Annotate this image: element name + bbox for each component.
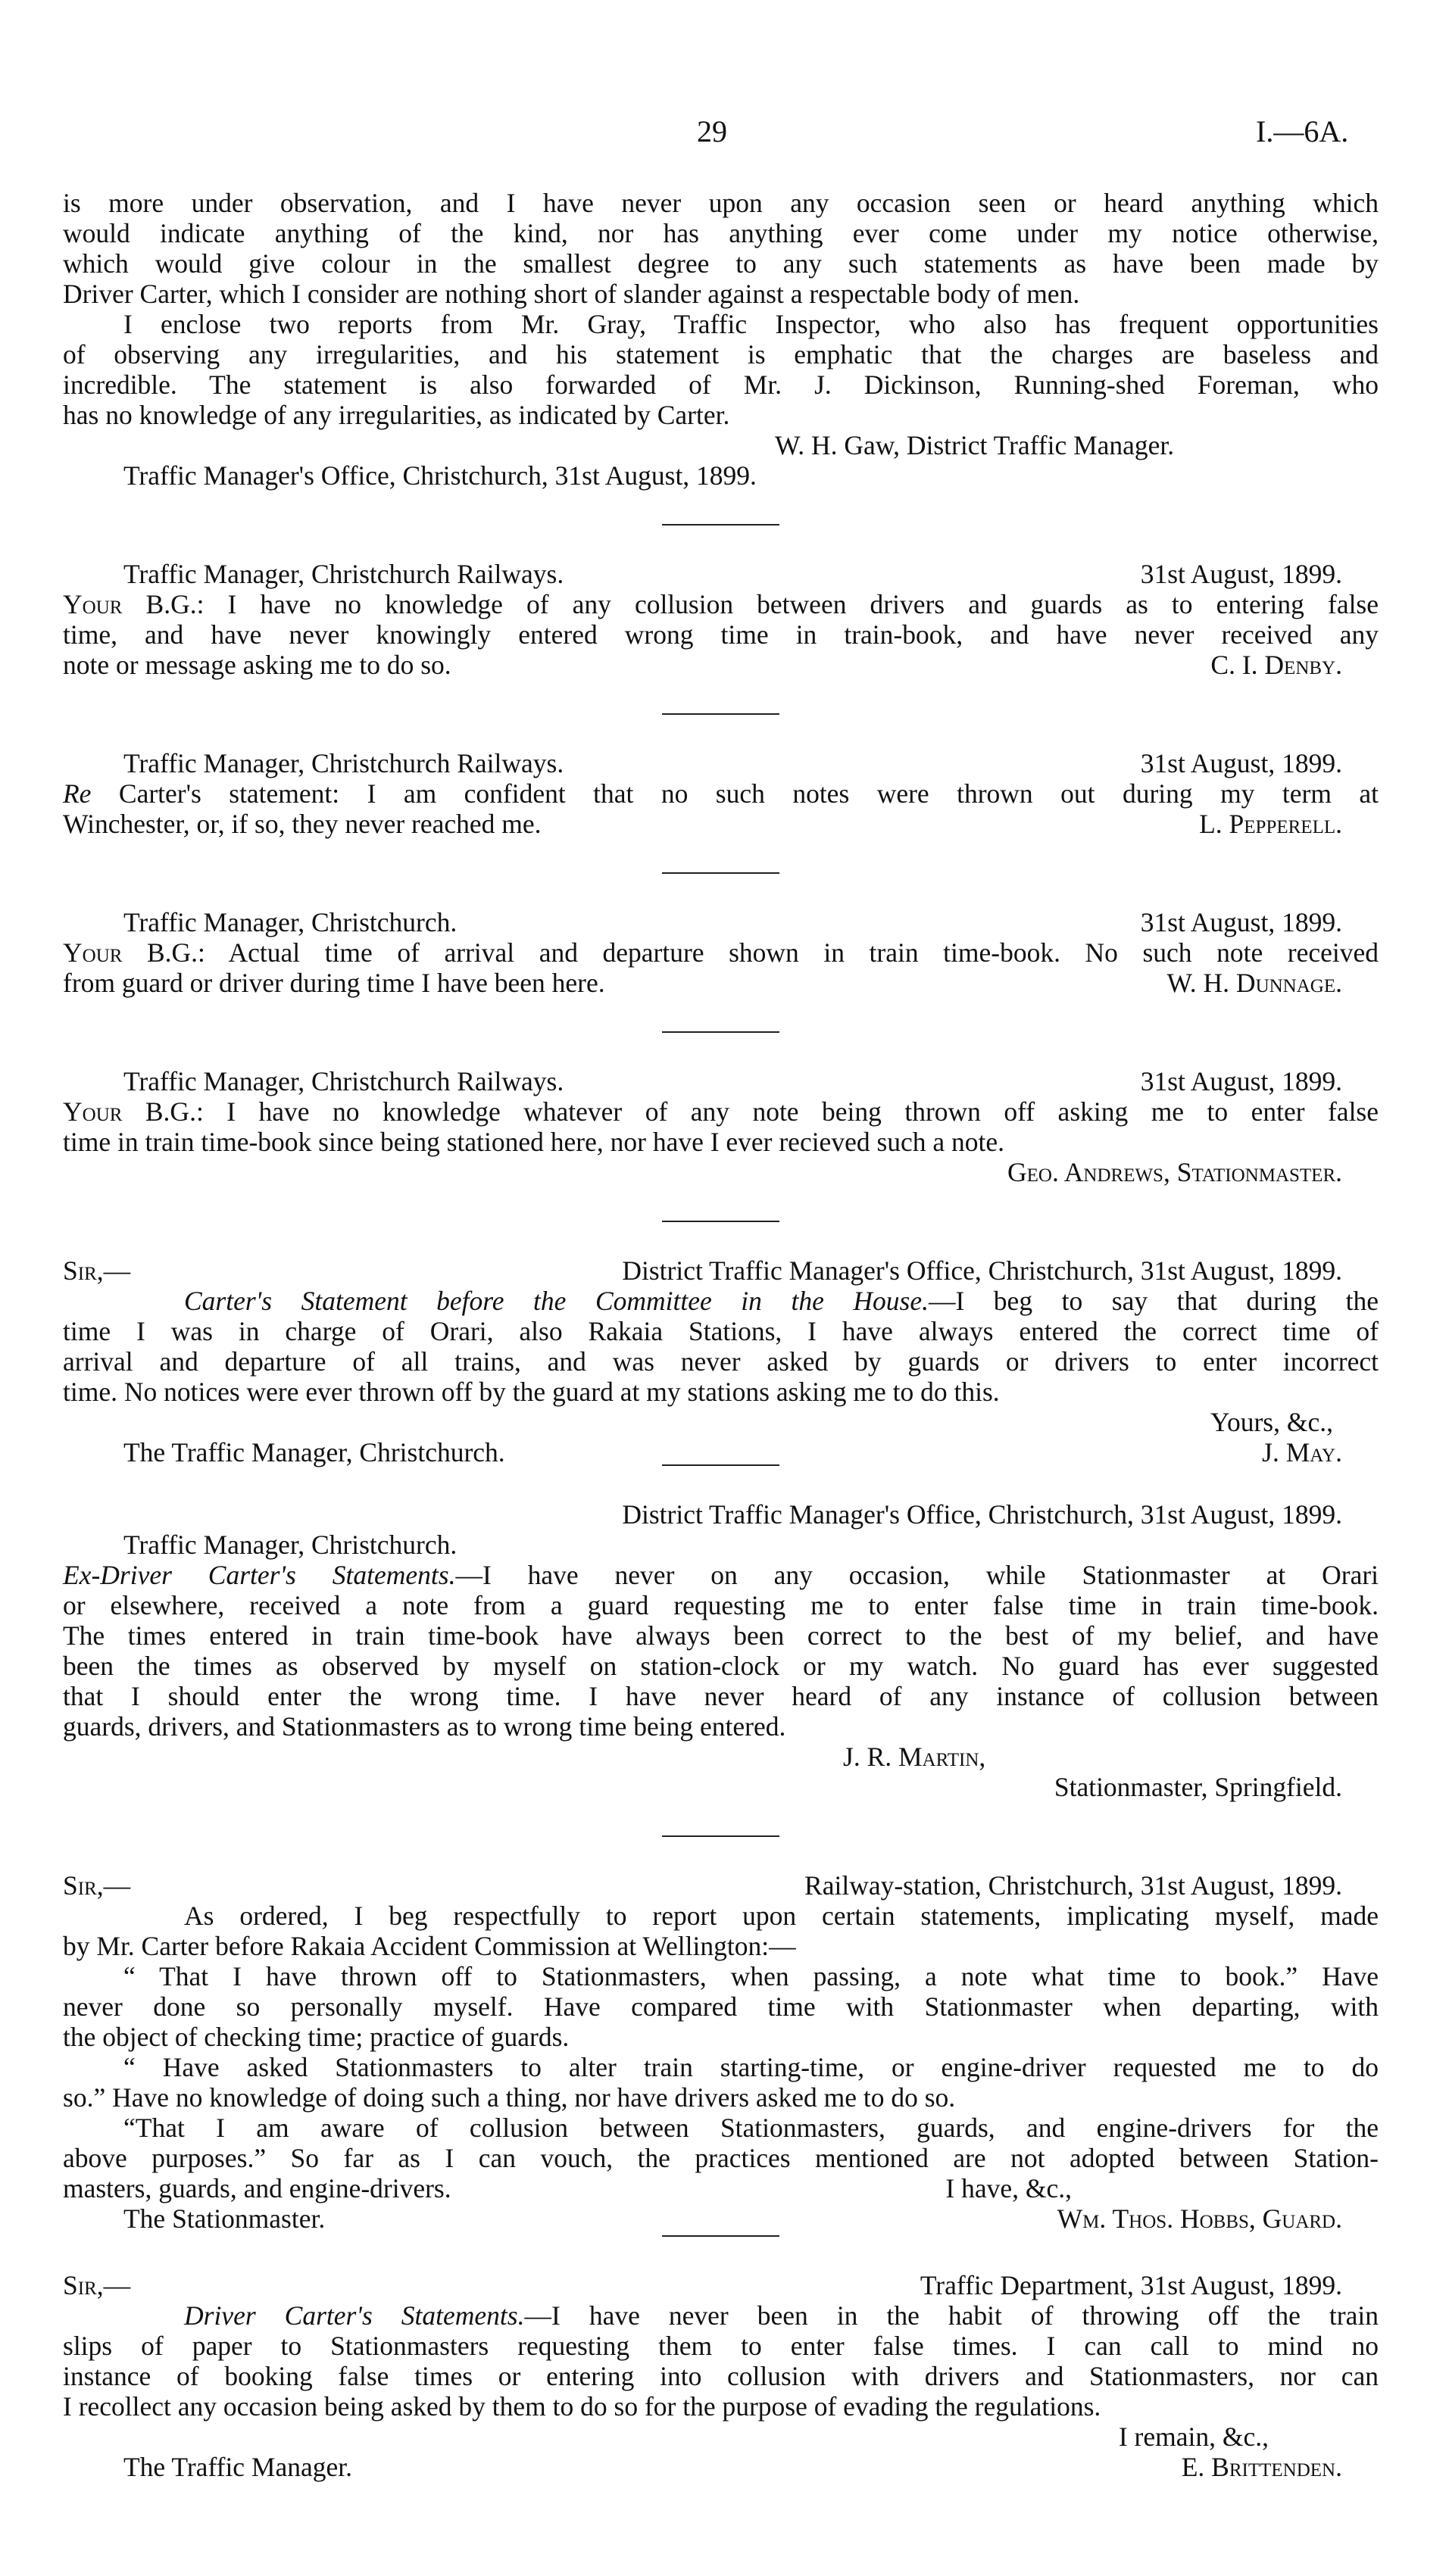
text-line: time I was in charge of Orari, also Rakaia Stations, I have always entered the correct time of [63, 1316, 1379, 1346]
addressee: The Traffic Manager. [123, 2452, 353, 2482]
text-line: so.” Have no knowledge of doing such a thing, nor have drivers asked me to do so. [63, 2082, 956, 2113]
text-line: Carter's statement: I am confident that no such notes were thrown out during my term at [91, 778, 1379, 809]
text-line: or elsewhere, received a note from a guard requesting me to enter false time in train time-book. [63, 1590, 1379, 1620]
addressee: Traffic Manager, Christchurch Railways. [123, 559, 564, 589]
addressee: The Traffic Manager, Christchurch. [123, 1437, 505, 1467]
letter-andrews [63, 1066, 1379, 1187]
addressee: Traffic Manager, Christchurch. [123, 907, 457, 937]
text-line: that I should enter the wrong time. I have never heard of any instance of collusion between [63, 1681, 1379, 1711]
salutation: Sir,— [63, 1870, 131, 1901]
re-label: Re [63, 778, 92, 809]
text-line: —I have never on any occasion, while Stationmaster at Orari [455, 1560, 1379, 1590]
letter-martin [63, 1499, 1379, 1802]
text-line: “ That I have thrown off to Stationmasters, when passing, a note what time to book.” Have [123, 1961, 1379, 1991]
signature-title: Stationmaster, Springfield. [1054, 1772, 1342, 1802]
statement-heading: Driver Carter's Statements. [184, 2300, 525, 2331]
text-line: time, and have never knowingly entered wrong time in train-book, and have never received any [63, 619, 1379, 650]
text-line: —I beg to say that during the [928, 1286, 1379, 1316]
letter-may [63, 1255, 1379, 1467]
text-line: time in train time-book since being stationed here, nor have I ever recieved such a note. [63, 1127, 1005, 1157]
text-line: incredible. The statement is also forwarded of Mr. J. Dickinson, Running-shed Foreman, who [63, 370, 1379, 400]
signature: Geo. Andrews, Stationmaster. [1007, 1157, 1342, 1187]
letter-date: 31st August, 1899. [1140, 559, 1342, 589]
text-line: As ordered, I beg respectfully to report upon certain statements, implicating myself, made [184, 1901, 1379, 1931]
text-line: I recollect any occasion being asked by them to do so for the purpose of evading the regulations. [63, 2391, 1101, 2422]
text-line: of observing any irregularities, and his statement is emphatic that the charges are baseless and [63, 339, 1379, 370]
text-line: B.G.: I have no knowledge of any collusion between drivers and guards as to entering false [145, 589, 1379, 619]
letter-pepperell [63, 748, 1379, 839]
text-line: B.G.: Actual time of arrival and departure shown in train time-book. No such note received [146, 937, 1379, 968]
salutation: Sir,— [63, 2270, 131, 2300]
letter-denby [63, 559, 1379, 680]
text-line: instance of booking false times or entering into collusion with drivers and Stationmasters, nor can [63, 2361, 1379, 2391]
office-line: District Traffic Manager's Office, Christchurch, 31st August, 1899. [622, 1255, 1342, 1286]
statement-heading: Carter's Statement before the Committee in the House. [184, 1286, 929, 1316]
signature: W. H. Gaw, District Traffic Manager. [775, 430, 1175, 460]
text-line: The times entered in train time-book have always been correct to the best of my belief, and have [63, 1620, 1379, 1651]
letter-brittenden [63, 2270, 1379, 2482]
text-line: time. No notices were ever thrown off by the guard at my stations asking me to do this. [63, 1377, 1000, 1407]
text-line: which would give colour in the smallest degree to any such statements as have been made by [63, 248, 1379, 279]
text-line: arrival and departure of all trains, and was never asked by guards or drivers to enter incorrect [63, 1346, 1379, 1377]
text-line: B.G.: I have no knowledge whatever of any note being thrown off asking me to enter false [145, 1096, 1379, 1127]
letter-date: 31st August, 1899. [1140, 907, 1342, 937]
text-line: the object of checking time; practice of guards. [63, 2022, 570, 2052]
addressee: Traffic Manager, Christchurch Railways. [123, 748, 564, 778]
signature: L. Pepperell. [1199, 809, 1342, 839]
document-reference: I.—6A. [1256, 114, 1349, 148]
addressee: Traffic Manager, Christchurch. [123, 1530, 457, 1560]
addressee: The Stationmaster. [123, 2203, 326, 2234]
closing: I remain, &c., [1118, 2422, 1269, 2452]
gaw-report [63, 188, 1379, 491]
text-line: has no knowledge of any irregularities, as indicated by Carter. [63, 400, 730, 430]
text-line: would indicate anything of the kind, nor has anything ever come under my notice otherwise, [63, 218, 1379, 248]
salutation: Your [63, 937, 123, 968]
text-line: Driver Carter, which I consider are nothing short of slander against a respectable body of men. [63, 279, 1080, 309]
addressee: Traffic Manager, Christchurch Railways. [123, 1066, 564, 1096]
signature: E. Brittenden. [1181, 2452, 1342, 2482]
page-number: 29 [697, 114, 727, 148]
text-line: been the times as observed by myself on station-clock or my watch. No guard has ever suggested [63, 1651, 1379, 1681]
signature: J. May. [1262, 1437, 1342, 1467]
signature: W. H. Dunnage. [1166, 968, 1342, 998]
office-line: Traffic Department, 31st August, 1899. [920, 2270, 1342, 2300]
letter-dunnage [63, 907, 1379, 998]
signature: C. I. Denby. [1210, 650, 1342, 680]
text-line: never done so personally myself. Have compared time with Stationmaster when departing, with [63, 1991, 1379, 2022]
office-line: District Traffic Manager's Office, Christchurch, 31st August, 1899. [622, 1499, 1342, 1530]
text-line: from guard or driver during time I have been here. [63, 968, 605, 998]
text-line: masters, guards, and engine-drivers. [63, 2173, 451, 2203]
signature-name: J. R. Martin, [843, 1742, 986, 1772]
text-line: is more under observation, and I have never upon any occasion seen or heard anything which [63, 188, 1379, 218]
letter-date: 31st August, 1899. [1140, 1066, 1342, 1096]
document-body [63, 188, 1379, 2482]
text-line: note or message asking me to do so. [63, 650, 451, 680]
text-line: “ Have asked Stationmasters to alter train starting-time, or engine-driver requested me to do [123, 2052, 1379, 2082]
salutation: Your [63, 589, 123, 619]
salutation: Your [63, 1096, 123, 1127]
letter-date: 31st August, 1899. [1140, 748, 1342, 778]
text-line: above purposes.” So far as I can vouch, the practices mentioned are not adopted between Station- [63, 2143, 1379, 2173]
text-line: “That I am aware of collusion between Stationmasters, guards, and engine-drivers for the [123, 2113, 1379, 2143]
text-line: guards, drivers, and Stationmasters as to wrong time being entered. [63, 1711, 786, 1742]
text-line: by Mr. Carter before Rakaia Accident Commission at Wellington:— [63, 1931, 796, 1961]
statement-heading: Ex-Driver Carter's Statements. [63, 1560, 456, 1590]
text-line: I enclose two reports from Mr. Gray, Traffic Inspector, who also has frequent opportunities [123, 309, 1379, 339]
text-line: Winchester, or, if so, they never reached me. [63, 809, 542, 839]
text-line: —I have never been in the habit of throwing off the train [524, 2300, 1379, 2331]
signature: Wm. Thos. Hobbs, Guard. [1057, 2203, 1342, 2234]
salutation: Sir,— [63, 1255, 131, 1286]
office-line: Traffic Manager's Office, Christchurch, 31st August, 1899. [123, 460, 757, 491]
closing: I have, &c., [945, 2173, 1072, 2203]
letter-hobbs [63, 1870, 1379, 2234]
text-line: slips of paper to Stationmasters requesting them to enter false times. I can call to mind no [63, 2331, 1379, 2361]
closing: Yours, &c., [1210, 1407, 1333, 1437]
office-line: Railway-station, Christchurch, 31st August, 1899. [804, 1870, 1342, 1901]
